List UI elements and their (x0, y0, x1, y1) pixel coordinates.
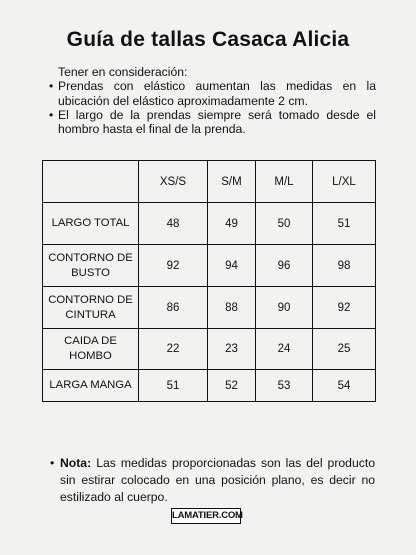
table-cell: 22 (139, 329, 208, 370)
table-cell: 51 (313, 203, 376, 245)
bullet-icon: • (49, 79, 54, 94)
table-header-row (43, 161, 376, 203)
table-cell: 23 (208, 329, 256, 370)
table-cell: 98 (313, 245, 376, 287)
table-cell: 49 (208, 203, 256, 245)
table-row (43, 245, 376, 287)
table-row (43, 370, 376, 402)
table-header-cell: M/L (256, 161, 313, 203)
considerations-lead: Tener en consideración: (58, 65, 188, 79)
table-cell: 96 (256, 245, 313, 287)
note-label: Nota: (60, 456, 92, 470)
bullet-icon: • (50, 456, 55, 470)
table-header-cell: L/XL (313, 161, 376, 203)
list-item (50, 79, 376, 108)
table-cell: 51 (139, 370, 208, 402)
size-table (42, 160, 376, 402)
list-item (50, 108, 376, 137)
table-cell: 92 (139, 245, 208, 287)
brand-logo: LAMATIER.COM (171, 508, 241, 524)
considerations (50, 65, 376, 136)
table-cell: 54 (313, 370, 376, 402)
table-cell: 48 (139, 203, 208, 245)
row-label: CONTORNO DE CINTURA (43, 287, 139, 329)
table-row (43, 329, 376, 370)
table-cell: 50 (256, 203, 313, 245)
page-title: Guía de tallas Casaca Alicia (66, 28, 350, 51)
table-cell: 52 (208, 370, 256, 402)
note-text: Las medidas proporcionadas son las del producto sin estirar colocado en una posición plano, es decir no estilizado al cuerpo. (60, 456, 375, 504)
row-label: LARGO TOTAL (43, 203, 139, 245)
table-cell: 25 (313, 329, 376, 370)
table-cell: 24 (256, 329, 313, 370)
table-cell: 92 (313, 287, 376, 329)
row-label: CAIDA DE HOMBO (43, 329, 139, 370)
bullet-icon: • (49, 107, 54, 122)
table-row (43, 203, 376, 245)
row-label: LARGA MANGA (43, 370, 139, 402)
table-cell: 86 (139, 287, 208, 329)
row-label: CONTORNO DE BUSTO (43, 245, 139, 287)
table-cell: 90 (256, 287, 313, 329)
table-cell: 94 (208, 245, 256, 287)
bullet-text: El largo de la prendas siempre será tomado desde el hombro hasta el final de la prenda. (58, 107, 376, 137)
bullet-text: Prendas con elástico aumentan las medidas en la ubicación del elástico aproximadamente 2 cm. (58, 79, 376, 108)
footer-note (50, 455, 375, 506)
table-header-cell (43, 161, 139, 203)
considerations-list (50, 79, 376, 136)
table-header-cell: S/M (208, 161, 256, 203)
table-row (43, 287, 376, 329)
table-cell: 88 (208, 287, 256, 329)
table-header-cell: XS/S (139, 161, 208, 203)
table-cell: 53 (256, 370, 313, 402)
